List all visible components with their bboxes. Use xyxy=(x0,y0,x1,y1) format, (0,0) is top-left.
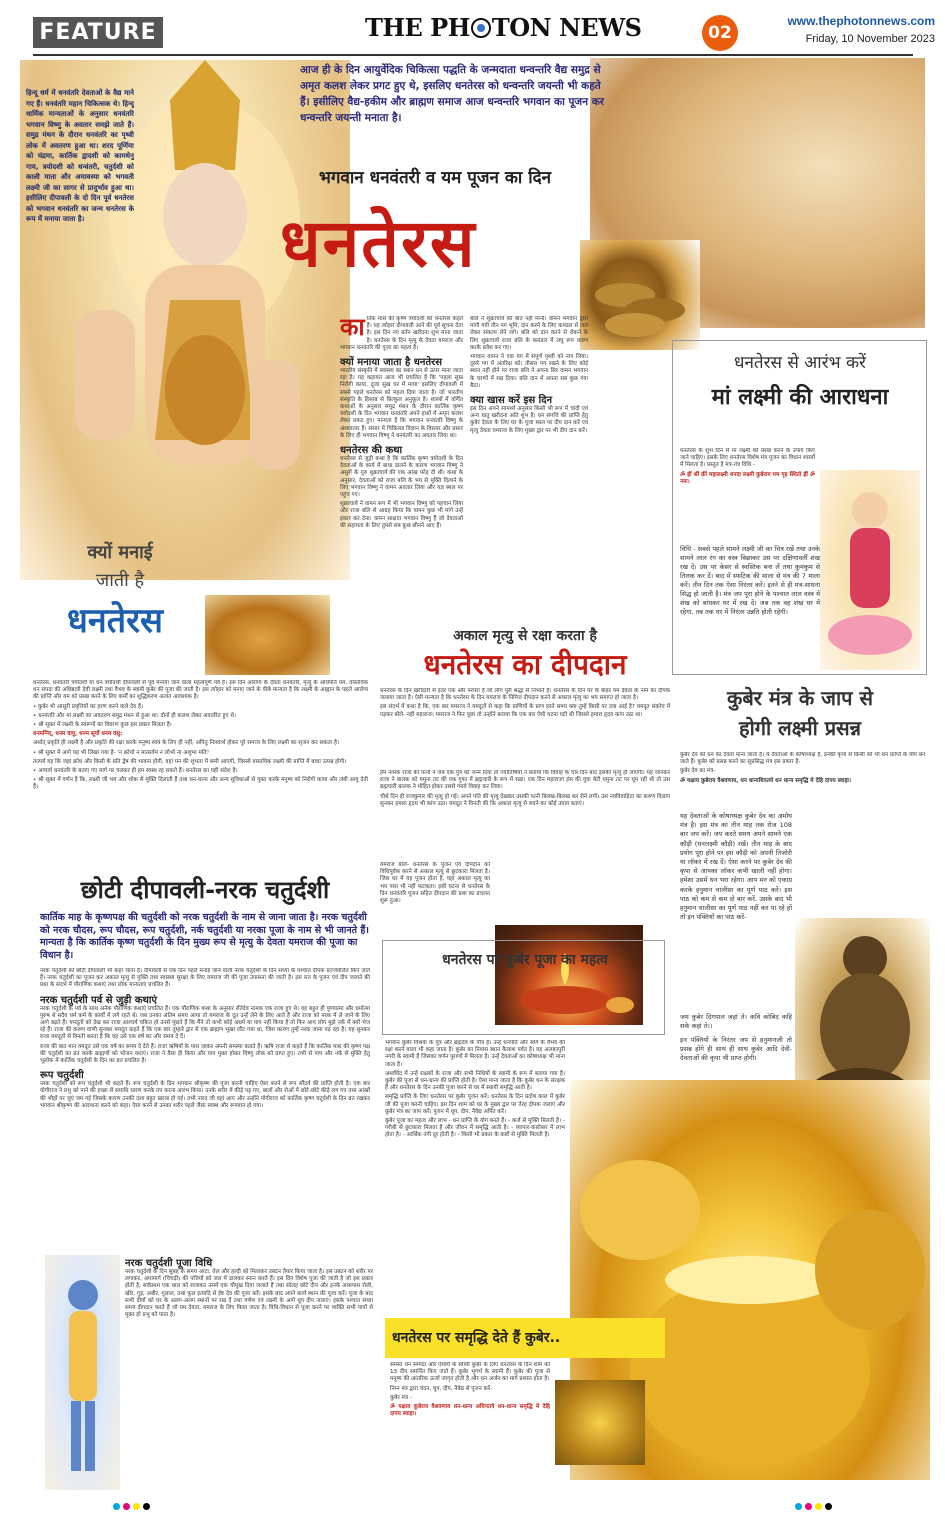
why-head-line-1: क्यों मनाई xyxy=(87,542,153,563)
why-point-2: • श्री सूक्त में लक्ष्मी के स्वरूपों का विवरण कुछ इस प्रकार मिलता है। xyxy=(33,722,172,729)
registration-mark xyxy=(815,1503,822,1510)
registration-mark xyxy=(123,1503,130,1510)
chhoti-p4: नरक चतुर्दशी को रूप चतुर्दशी भी कहते हैं। रूप चतुर्दशी के दिन भगवान श्रीकृष्ण की पूजा करनी चाहिए ऐसा करने से रूप सौंदर्य की प्राप्ति होती है। एक बार योगीराज ने प्रभु को पाने की इच्छा से समाधि धारण करके तप करना आरंभ किया। उनके शरीर में कीड़े पड़ गए, बालों और रोओं में छोटे-छोटे कीड़े लग गए तथा आंखों की भौहों पर जुएं जम गई जिसके कारण उनकी दशा बहुत खराब हो गई। तभी नारद जी वहां आए और उन्होंने योगीराज को कार्तिक कृष्ण चतुर्दशी के दिन व्रत रखकर भगवान श्रीकृष्ण की आराधना करने को कहा। ऐसा करने से उनका शरीर पहले जैसा स्वस्थ और रूपवान हो गया। xyxy=(40,1081,370,1109)
main-story-p7: इस दिन अपने सामर्थ्य अनुसार किसी भी रूप में चांदी एवं अन्य धातु खरीदना अति शुभ है। धन संपत्ति की प्राप्ति हेतु कुबेर देवता के लिए घर के पूजा स्थल पर दीप दान करें एवं मृत्यु देवता यमराज के लिए मुख्य द्वार पर भी दीप दान करें। xyxy=(470,406,588,434)
why-head-line-3: धनतेरस xyxy=(66,601,164,641)
chhoti-p2: नरक चतुर्दशी के पर्व के साथ अनेक पौराणिक कथाएं प्रचलित हैं। एक पौराणिक कथा के अनुसार रंतिदेव नामक एक राजा हुए थे। वह बहुत ही पुण्यात्मा और धर्मात्मा पुरुष थे सदैव धर्म कर्म के कार्यों में लगे रहते थे। जब उनका अंतिम समय आया तो यमराज के दूत उन्हें लेने के लिए आते हैं और राजा को नरक में ले जाने के लिए आगे बढ़ते हैं। यमदूतों को देख कर राजा आश्चर्य चकित हो उनसे पूछते हैं कि मैंने तो कभी कोई अधर्म या पाप नहीं किया है तो फिर आप लोग मुझे नर्क में क्यों भेज रहे हैं। राजा की करुण वाणी सुनकर यमदूत कहते हैं कि एक बार तुम्हारे द्वार से एक ब्राह्मण भूखा लौट गया था, जिस कारण तुम्हें नरक जाना पड़ रहा है। यह सुनकर राजा यमदूतों से विनती करता है कि वह उसे एक वर्ष का और समय दे दें। xyxy=(40,1005,370,1041)
why-point-7: • आचार्य धनवंतरि के बताए गए मार्ग पर चलकर ही हम स्वस्थ रह सकते हैं। धनतेरस का यही संदेश है। xyxy=(33,768,238,775)
why-point-6: तात्पर्य यह कि जहां क्रोध और किसी के प्रति द्वेष की भावना होगी, वहां मन की शुभता में कमी आएगी, जिससे वास्तविक लक्ष्मी की प्राप्ति में बाधा उत्पन्न होगी। xyxy=(33,758,347,765)
drop-cap: का xyxy=(340,316,365,341)
lakshmi-head-1: धनतेरस से आरंभ करें xyxy=(733,353,866,373)
chhoti-lead: कार्तिक माह के कृष्णपक्ष की चतुर्दशी को नरक चतुर्दशी के नाम से जाना जाता है। नरक चतुर्दशी को नरक चौदस, रूप चौदस, रूप चतुर्दशी, नर्क चतुर्दशी या नरका पूजा के नाम से भी जानते हैं। मान्यता है कि कार्तिक कृष्ण चतुर्दशी के दिन मुख्य रूप से मृत्यु के देवता यमराज की पूजा का विधान है। xyxy=(40,912,370,961)
lakshmi-vidhi: विधि - सबसे पहले सामने लक्ष्मी जी का चित्र रखें तथा उनके सामने लाल रंग का वस्त्र बिछाकर उस पर दक्षिणावर्ती शंख रख दें। उस पर केसर से स्वस्तिक बना लें तथा कुमकुम से तिलक कर दें। बाद में स्फटिक की माला से मंत्र की 7 माला करें। तीन दिन तक ऐसा निरंतर करें। इतने से ही मंत्र-साधना सिद्ध हो जाती है। मंत्र जप पूरा होने के पश्चात लाल वस्त्र में शंख को बांधकर घर में रख दें। जब तक वह शंख घर में रहेगा, तब तक घर में निरंतर उन्नति होती रहेगी। xyxy=(680,545,820,616)
main-subhead-3: क्या खास करें इस दिन xyxy=(470,395,553,407)
headline-kicker: भगवान धनवंतरी व यम पूजन का दिन xyxy=(318,168,552,188)
krishna-image xyxy=(45,1255,120,1490)
chhoti-subhead-1: नरक चतुर्दशी पर्व से जुड़ी कथाएं xyxy=(40,994,158,1006)
masthead xyxy=(365,13,642,47)
page-number-badge: 02 xyxy=(702,15,738,51)
lakshmi-head-2: मां लक्ष्मी की आराधना xyxy=(711,385,889,410)
kuber-mantra-body: यह देवताओं के कोषाध्यक्ष कुबेर देव का अमोघ मंत्र है। इस मंत्र का तीन माह तक रोज 108 बार जप करें। जप करते समय अपने सामने एक कौड़ी (धनलक्ष्मी कौड़ी) रखें। तीन माह के बाद प्रयोग पूरा होने पर इस कौड़ी को अपनी तिजोरी या लॉकर में रख दें। ऐसा करने पर कुबेर देव की कृपा से आपका लॉकर कभी खाली नहीं होगा। हमेशा उसमें धन भरा रहेगा। आप मन को एकाग्र करके हनुमान चालीसा का पूर्ण पाठ करें। इस पाठ को कम से कम दो बार करें, उसके बाद भी हनुमान चालीसा का पूर्ण पाठ नहीं कर पा रहे हों तो इन पंक्तियों का पाठ करें- xyxy=(680,812,792,922)
main-headline: धनतेरस xyxy=(280,205,477,282)
issue-date: Friday, 10 November 2023 xyxy=(805,33,935,45)
main-story-column-1 xyxy=(340,316,463,644)
website-link[interactable]: www.thephotonnews.com xyxy=(787,14,935,28)
chhoti-subhead-3: नरक चतुर्दशी पूजा विधि xyxy=(125,1258,213,1269)
kuber-puja-body xyxy=(385,1040,565,1310)
deepdan-ending xyxy=(380,862,490,932)
registration-mark xyxy=(133,1503,140,1510)
chhoti-p3: राजा की बात मान यमदूत उसे एक वर्ष का समय दे देते हैं। राजा ऋषियों के पास जाकर अपनी समस्या बताते हैं। ऋषि राजा से कहते हैं कि कार्तिक मास की कृष्ण पक्ष की चतुर्दशी का व्रत करके ब्राह्मणों को भोजन कराएं। राजा ने वैसा ही किया और पाप मुक्त होकर विष्णु लोक को प्राप्त हुए। तभी से पाप और नर्क से मुक्ति हेतु भूलोक में कार्तिक चतुर्दशी के दिन का व्रत प्रचलित है। xyxy=(40,1043,370,1065)
lakshmi-p1: धनतेरस के शुभ दिन से मां लक्ष्मी को प्रसन्न करने के उपाय किए जाने चाहिए। इसके लिए धनतेरस विशेष मंत्र पूजन का विधान शास्त्रों में मिलता है। प्रस्तुत है मंत्र-तंत्र विधि - xyxy=(680,448,815,469)
deepdan-intro xyxy=(380,688,670,768)
kuber-puja-p4: कुबेर पूजा का महत्व और लाभ - धन प्राप्ति के योग बनते हैं। - कर्ज से मुक्ति मिलती है। - गरीबी से छुटकारा मिलता है और जीवन में समृद्धि आती है। - व्यापार-कारोबार में लाभ होता है। - आर्थिक तंगी दूर होती है। - किसी भी प्रकार के कष्टों से मुक्ति मिलती है। xyxy=(385,1118,565,1139)
kuber-mantra-verse-main: ॐ यक्षाय कुबेराय वैश्रवणाय, धन धान्यधिपतये धन धान्य समृद्धि मे देहि दापय स्वाहा। xyxy=(680,777,851,784)
kuber-puja-p1: भगवान कुबेर विश्रवा के पुत्र और ब्रह्मदेव के पौत्र हैं। उन्हें धनपति और स्वर्ग के वैभव की रक्षा करने वाला भी कहा जाता है। कुबेर का निवास स्थान कैलाश पर्वत है। यह अलकापुरी नगरी के स्वामी हैं जिसका वर्णन पुराणों में मिलता है। उन्हें देवताओं का कोषाध्यक्ष भी माना जाता है। xyxy=(385,1040,565,1068)
registration-mark xyxy=(113,1503,120,1510)
lead-intro: आज ही के दिन आयुर्वेदिक चिकित्सा पद्धति के जन्मदाता धन्वन्तरि वैद्य समुद्र से अमृत कलश लेकर प्रगट हुए थे, इसलिए धनतेरस को धन्वन्तरि जयन्ती भी कहते हैं। इसीलिए वैद्य-हकीम और ब्राह्मण समाज आज धन्वन्तरि भगवान का पूजन कर धन्वन्तरि जयन्ती मनाता है। xyxy=(300,64,605,124)
deepdan-headline: धनतेरस का दीपदान xyxy=(423,648,627,681)
why-point-4: अर्थात् प्रकृति ही लक्ष्मी है और प्रकृति की रक्षा करके मनुष्य स्वयं के लिए ही नहीं, अपितु निःस्वार्थ होकर पूरे समाज के लिए लक्ष्मी का सृजन कर सकता है। xyxy=(33,740,340,747)
kuber-mantra-p2: कुबेर देव का मंत्र- xyxy=(680,768,716,775)
kuber-puja-headline: धनतेरस पर कुबेर पूजा का महत्व xyxy=(442,952,608,968)
why-point-0: • कुबेर भी आसुरी प्रवृत्तियों का हरण करने वाले देव हैं। xyxy=(33,703,144,710)
dhanvantari-intro: हिन्दू धर्म में धनवंतरि देवताओं के वैद्य माने गए हैं। धनवंतरि महान चिकित्सक थे। हिन्दू धार्मिक मान्यताओं के अनुसार धनवंतरि भगवान विष्णु के अवतार समझे जाते हैं। समुद्र मंथन के दौरान धनवंतरि का पृथ्वी लोक में अवतरण हुआ था। शरद पूर्णिमा को चंद्रमा, कार्तिक द्वादशी को कामधेनु गाय, त्रयोदशी को धन्वंतरी, चतुर्दशी को काली माता और अमावस्या को भगवती लक्ष्मी जी का सागर से प्रादुर्भाव हुआ था। इसीलिए दीपावली के दो दिन पूर्व धनतेरस को भगवान धनवंतरि का जन्म धनतेरस के रूप में मनाया जाता है। xyxy=(26,89,134,223)
deepdan-p3: हेम नामक राजा की पत्नी ने जब एक पुत्र को जन्म दिया तो ज्योतिषियों ने बताया कि विवाह के चार दिन बाद इसकी मृत्यु हो जाएगी। यह जानकर राजा ने बालक को यमुना तट की एक गुफा में ब्रह्मचारी के रूप में रखा। एक दिन महाराजा हंस की युवा बेटी यमुना तट पर घूम रही थी तो उस ब्रह्मचारी बालक ने मोहित होकर उससे गंधर्व विवाह कर लिया। xyxy=(380,770,670,791)
main-story-column-2 xyxy=(470,316,588,644)
deepdan-p2: इस संदर्भ में कथा है कि, एक बार यमराज ने यमदूतों से कहा कि प्राणियों के प्राण हरते समय क्या तुम्हें किसी पर दया आई है? यमदूत संकोच में पड़कर बोले- नहीं महाराज। यमराज ने फिर पूछा तो उन्होंने बताया कि एक बार ऐसी घटना घटी थी जिससे हमारा हृदय कांप उठा था। xyxy=(380,704,670,718)
lakshmi-mantra: ॐ ह्रीं श्रीं क्रीं महालक्ष्मी धनदा लक्ष्मी कुबेराय मम गृह स्थितो ह्रीं ॐ नमः। xyxy=(680,471,815,485)
main-story-column-3 xyxy=(593,350,668,630)
deepdan-kicker: अकाल मृत्यु से रक्षा करता है xyxy=(453,628,597,644)
main-story-p4: शुक्राचार्य ने वामन रूप में भी भगवान विष्णु को पहचान लिया और राजा बलि से आग्रह किया कि वामन कुछ भी मांगे उन्हें इंकार कर देना। वामन साक्षात भगवान विष्णु हैं जो देवताओं की सहायता के लिए तुमसे सब कुछ छीनने आए हैं। xyxy=(340,501,463,529)
why-point-8: • श्री सूक्त में वर्णन है कि, लक्ष्मी जी भय और शोक से मुक्ति दिलाती हैं तथा धन-धान्य और अन्य सुविधाओं से युक्त करके मनुष्य को निरोगी काया और लंबी आयु देती हैं। xyxy=(33,777,368,791)
deepdan-p5: यमराज बोले- धनतेरस के पूजन एवं दीपदान को विधिपूर्वक करने से अकाल मृत्यु से छुटकारा मिलता है। जिस घर में यह पूजन होता है, वहां अकाल मृत्यु का भय पास भी नहीं फटकता। इसी घटना से धनतेरस के दिन धनवंतरि पूजन सहित दीपदान की प्रथा का प्रचलन शुरू हुआ। xyxy=(380,862,490,905)
samriddhi-p1: समस्त धन सम्पदा और ऐश्वर्य के स्वामी कुबेर के लिए धनतेरस के दिन शाम को 13 दीप समर्पित किए जाते हैं। कुबेर भूगर्भ के स्वामी हैं। कुबेर की पूजा से मनुष्य की आंतरिक ऊर्जा जागृत होती है और धन अर्जन का मार्ग प्रशस्त होता है। xyxy=(390,1362,550,1383)
chhoti-p1: नरक चतुर्दशी को छोटी दीपावली भी कहा जाता है। दीपावली से एक दिन पहले मनाई जाने वाली नरक चतुर्दशी के दिन संध्या के पश्चात दीपक प्रज्जवलित किए जाते हैं। नरक चतुर्दशी का पूजन कर अकाल मृत्यु से मुक्ति तथा स्वास्थ्य सुरक्षा के लिए यमराज जी की पूजा उपासना की जाती है। इस रात के पूजन एवं दीप जलाने की प्रथा के संदर्भ में पौराणिक कथाएं तथा लोक मान्यताएं प्रचलित हैं। xyxy=(40,968,370,989)
registration-mark xyxy=(825,1503,832,1510)
kuber-mantra-verse: जम कुबेर दिगपाल जहां ते। कवि कोबिद कहि सके कहां ते।। xyxy=(680,1013,792,1031)
samriddhi-mantra: ॐ यक्षाय कुबेराय वैश्रवणाय धन-धान्य अधिपतये धन-धान्य समृद्धि मे देहि दापय स्वाहा। xyxy=(390,1404,550,1418)
registration-mark xyxy=(805,1503,812,1510)
kuber-puja-p2: अथर्ववेद में उन्हें राक्षसों के राजा और सभी निधियों के स्वामी के रूप में बताया गया है। कुबेर की पूजा से धन-धान्य की प्राप्ति होती है। ऐसा माना जाता है कि कुबेर धन के संरक्षक हैं और धनतेरस के दिन उनकी पूजा करने से घर में स्थायी समृद्धि आती है। xyxy=(385,1070,565,1092)
samriddhi-headline: धनतेरस पर समृद्धि देते हैं कुबेर.. xyxy=(392,1330,561,1346)
registration-mark xyxy=(143,1503,150,1510)
samriddhi-p3: कुबेर मंत्र - xyxy=(390,1394,412,1401)
kuber-mantra-intro xyxy=(680,752,925,812)
header-divider xyxy=(33,54,913,56)
chhoti-puja xyxy=(125,1255,373,1495)
krishna-illustration xyxy=(45,1255,120,1490)
chhoti-deepawali-headline: छोटी दीपावली-नरक चतुर्दशी xyxy=(80,876,330,904)
lakshmi-intro xyxy=(680,448,815,543)
kuber-mantra-ending: इन पंक्तियों के निरंतर जप से हनुमानजी तो प्रसन्न होंगे ही साथ ही साथ कुबेर आदि देवी-देवताओं की कृपा भी प्राप्त होगी। xyxy=(680,1036,792,1063)
why-point-5: • श्री सूक्त में आगे यह भी लिखा गया है- 'न क्रोधो न मात्सर्यम न लोभो ना अशुभा मतिः' xyxy=(33,749,210,756)
why-head-line-2: जाती है xyxy=(95,570,145,591)
main-subhead-1: क्यों मनाया जाता है धनतेरस xyxy=(340,357,443,369)
camera-lens-icon xyxy=(471,18,491,38)
deepdan-p4: चौथे दिन ही राजकुमार की मृत्यु हो गई। अपने पति की मृत्यु देखकर उसकी पत्नी बिलख-बिलख कर रोने लगी। उस नवविवाहिता का करुण विलाप सुनकर हमारा हृदय भी कांप उठा। यमदूत ने विनती की कि अकाल मृत्यु से बचने का कोई उपाय बताएं। xyxy=(380,793,670,807)
registration-mark xyxy=(795,1503,802,1510)
main-story-p6: भगवान वामन ने एक पग में संपूर्ण पृथ्वी को नाप लिया। दूसरे पग में अंतरिक्ष को। तीसरा पग रखने के लिए कोई स्थान नहीं होने पर राजा बलि ने अपना सिर वामन भगवान के चरणों में रख दिया। बलि दान में अपना सब कुछ गंवा बैठा। xyxy=(470,354,588,389)
chhoti-body xyxy=(40,968,370,1253)
main-story-p3: धनतेरस से जुड़ी कथा है कि कार्तिक कृष्ण त्रयोदशी के दिन देवताओं के कार्य में बाधा डालने के कारण भगवान विष्णु ने असुरों के गुरु शुक्राचार्य की एक आंख फोड़ दी थी। कथा के अनुसार, देवताओं को राजा बलि के भय से मुक्ति दिलाने के लिए भगवान विष्णु ने वामन अवतार लिया और यज्ञ स्थल पर पहुंच गए। xyxy=(340,456,463,499)
samriddhi-p2: निम्न मंत्र द्वारा चंदन, धूप, दीप, नैवेद्य से पूजन करें- xyxy=(390,1385,493,1392)
why-box-p1: धनतेरस, धनवंतरी त्रयोदशी या धन त्रयोदशी दीपावली से पूर्व मनाया जाने वाला महत्वपूर्ण पर्व है। इस दिन आरोग्य के देवता धनवंतरि, मृत्यु के अधिपति यम, वास्तविक धन संपदा की अधिष्ठात्री देवी लक्ष्मी तथा वैभव के स्वामी कुबेर की पूजा की जाती है। इस त्योहार को मनाए जाने के पीछे मान्यता है कि लक्ष्मी के आह्वान के पहले आरोग्य की प्राप्ति और यम को प्रसन्न करने के लिए कर्मों का शुद्धिकरण अत्यंत आवश्यक है। xyxy=(33,680,368,701)
kuber-mantra-head-1: कुबेर मंत्र के जाप से xyxy=(726,686,874,710)
why-point-1: • धनवंतरि और मां लक्ष्मी का अवतरण समुद्र मंथन से हुआ था। दोनों ही कलश लेकर अवतरित हुए थे। xyxy=(33,712,237,719)
honey-pot-image xyxy=(205,595,330,675)
chhoti-p5: नरक चतुर्दशी के दिन सुबह के समय आटा, तेल और हल्दी को मिलाकर उबटन तैयार किया जाता है। इस उबटन को शरीर पर लगाकर, अपामार्ग (चिचड़ी) की पत्तियों को जल में डालकर स्नान करते हैं। इस दिन विशेष पूजा की जाती है जो इस प्रकार होती है, सर्वप्रथम एक थाल को सजाकर उसमें एक चौमुख दिया जलाते हैं तथा सोलह छोटे दीप और इनके आसपास रोली, खीर, गुड़, अबीर, गुलाल, तथा फूल इत्यादि से ईष्ट देव की पूजा करें। इसके बाद अपने कार्य स्थान की पूजा करें। पूजा के बाद सभी दीयों को घर के अलग-अलग स्थानों पर रख दें तथा गणेश एवं लक्ष्मी के आगे धूप दीप जलाएं। इसके पश्चात संध्या समय दीपदान करते हैं जो यम देवता, यमराज के लिए किया जाता है। विधि-विधान से पूजा करने पर व्यक्ति सभी पापों से मुक्त हो प्रभु को पाता है। xyxy=(125,1269,373,1319)
brand-part-1: THE PH xyxy=(365,13,470,42)
deepdan-body xyxy=(380,770,670,860)
deepdan-p1: धनतेरस के दिन खरीदारी से इतर एक और परंपरा है जो लोग पूरी श्रद्धा से निभाते हैं। धनतेरस के दिन घर के बाहर यम देवता के नाम का दीपक जलाया जाता है। ऐसी मान्यता है कि धनतेरस के दिन यमराज के निमित्त दीपदान करने से अकाल मृत्यु का भय समाप्त हो जाता है। xyxy=(380,688,670,702)
gold-coins-image xyxy=(555,1380,645,1465)
kuber-mantra-p1: कुबेर देव को धन का देवता माना जाता है। ये देवताओं के कोषाध्यक्ष हैं, इनकी कृपा से किसी को भी धन प्राप्ति के योग बन जाते हैं। कुबेर को प्रसन्न करने का सुप्रसिद्ध मंत्र इस प्रकार है- xyxy=(680,752,925,766)
main-story-p2: भारतीय संस्कृति में स्वास्थ्य का स्थान धन से ऊपर माना जाता रहा है। यह कहावत आज भी प्रचलित है कि 'पहला सुख निरोगी काया, दूजा सुख घर में माया' इसलिए दीपावली में सबसे पहले धनतेरस को महत्व दिया जाता है। जो भारतीय संस्कृति के हिसाब से बिल्कुल अनुकूल है। शास्त्रों में वर्णित कथाओं के अनुसार समुद्र मंथन के दौरान कार्तिक कृष्ण त्रयोदशी के दिन भगवान धनवंतरि अपने हाथों में अमृत कलश लेकर प्रकट हुए। मान्यता है कि भगवान धनवंतरि विष्णु के अंशावतार हैं। संसार में चिकित्सा विज्ञान के विस्तार और प्रसार के लिए ही भगवान विष्णु ने धनवंतरि का अवतार लिया था। xyxy=(340,368,463,439)
main-story-p5: बलि ने शुक्राचार्य की बात नहीं मानी। वामन भगवान द्वारा मांगी गयी तीन पग भूमि, दान करने के लिए कमंडल से जल लेकर संकल्प लेने लगे। बलि को दान करने से रोकने के लिए शुक्राचार्य राजा बलि के कमंडल में लघु रूप धारण करके प्रवेश कर गए। xyxy=(470,316,588,351)
kuber-mantra-head-2: होगी लक्ष्मी प्रसन्न xyxy=(738,716,862,740)
why-box-body xyxy=(33,680,368,855)
samriddhi-body xyxy=(390,1362,550,1477)
main-story-p1: र्तिक मास की कृष्ण त्रयोदशी को धनतेरस कहते हैं। यह त्योहार दीपावली आने की पूर्व सूचना देता है। इस दिन नए बर्तन खरीदना शुभ माना जाता है। धनतेरस के दिन मृत्यु के देवता यमराज और भगवान धनवंतरि की पूजा का महत्व है। xyxy=(340,316,463,351)
kuber-puja-p3: समृद्धि प्राप्ति के लिए धनतेरस पर कुबेर पूजन करें। धनतेरस के दिन प्रदोष काल में कुबेर जी की पूजा करनी चाहिए। इस दिन शाम को घर के मुख्य द्वार पर तेरह दीपक जलाएं और कुबेर मंत्र का जाप करें। पूजन में धूप, दीप, नैवेद्य अर्पित करें। xyxy=(385,1094,565,1115)
main-subhead-2: धनतेरस की कथा xyxy=(340,445,403,457)
chhoti-subhead-2: रूप चतुर्दशी xyxy=(40,1070,84,1082)
brand-part-2: TON NEWS xyxy=(491,13,642,42)
why-point-3: धनमग्निर्, धनम वायु, धनम सूर्यो धनम वसु: xyxy=(33,731,123,738)
section-label: FEATURE xyxy=(33,17,163,48)
